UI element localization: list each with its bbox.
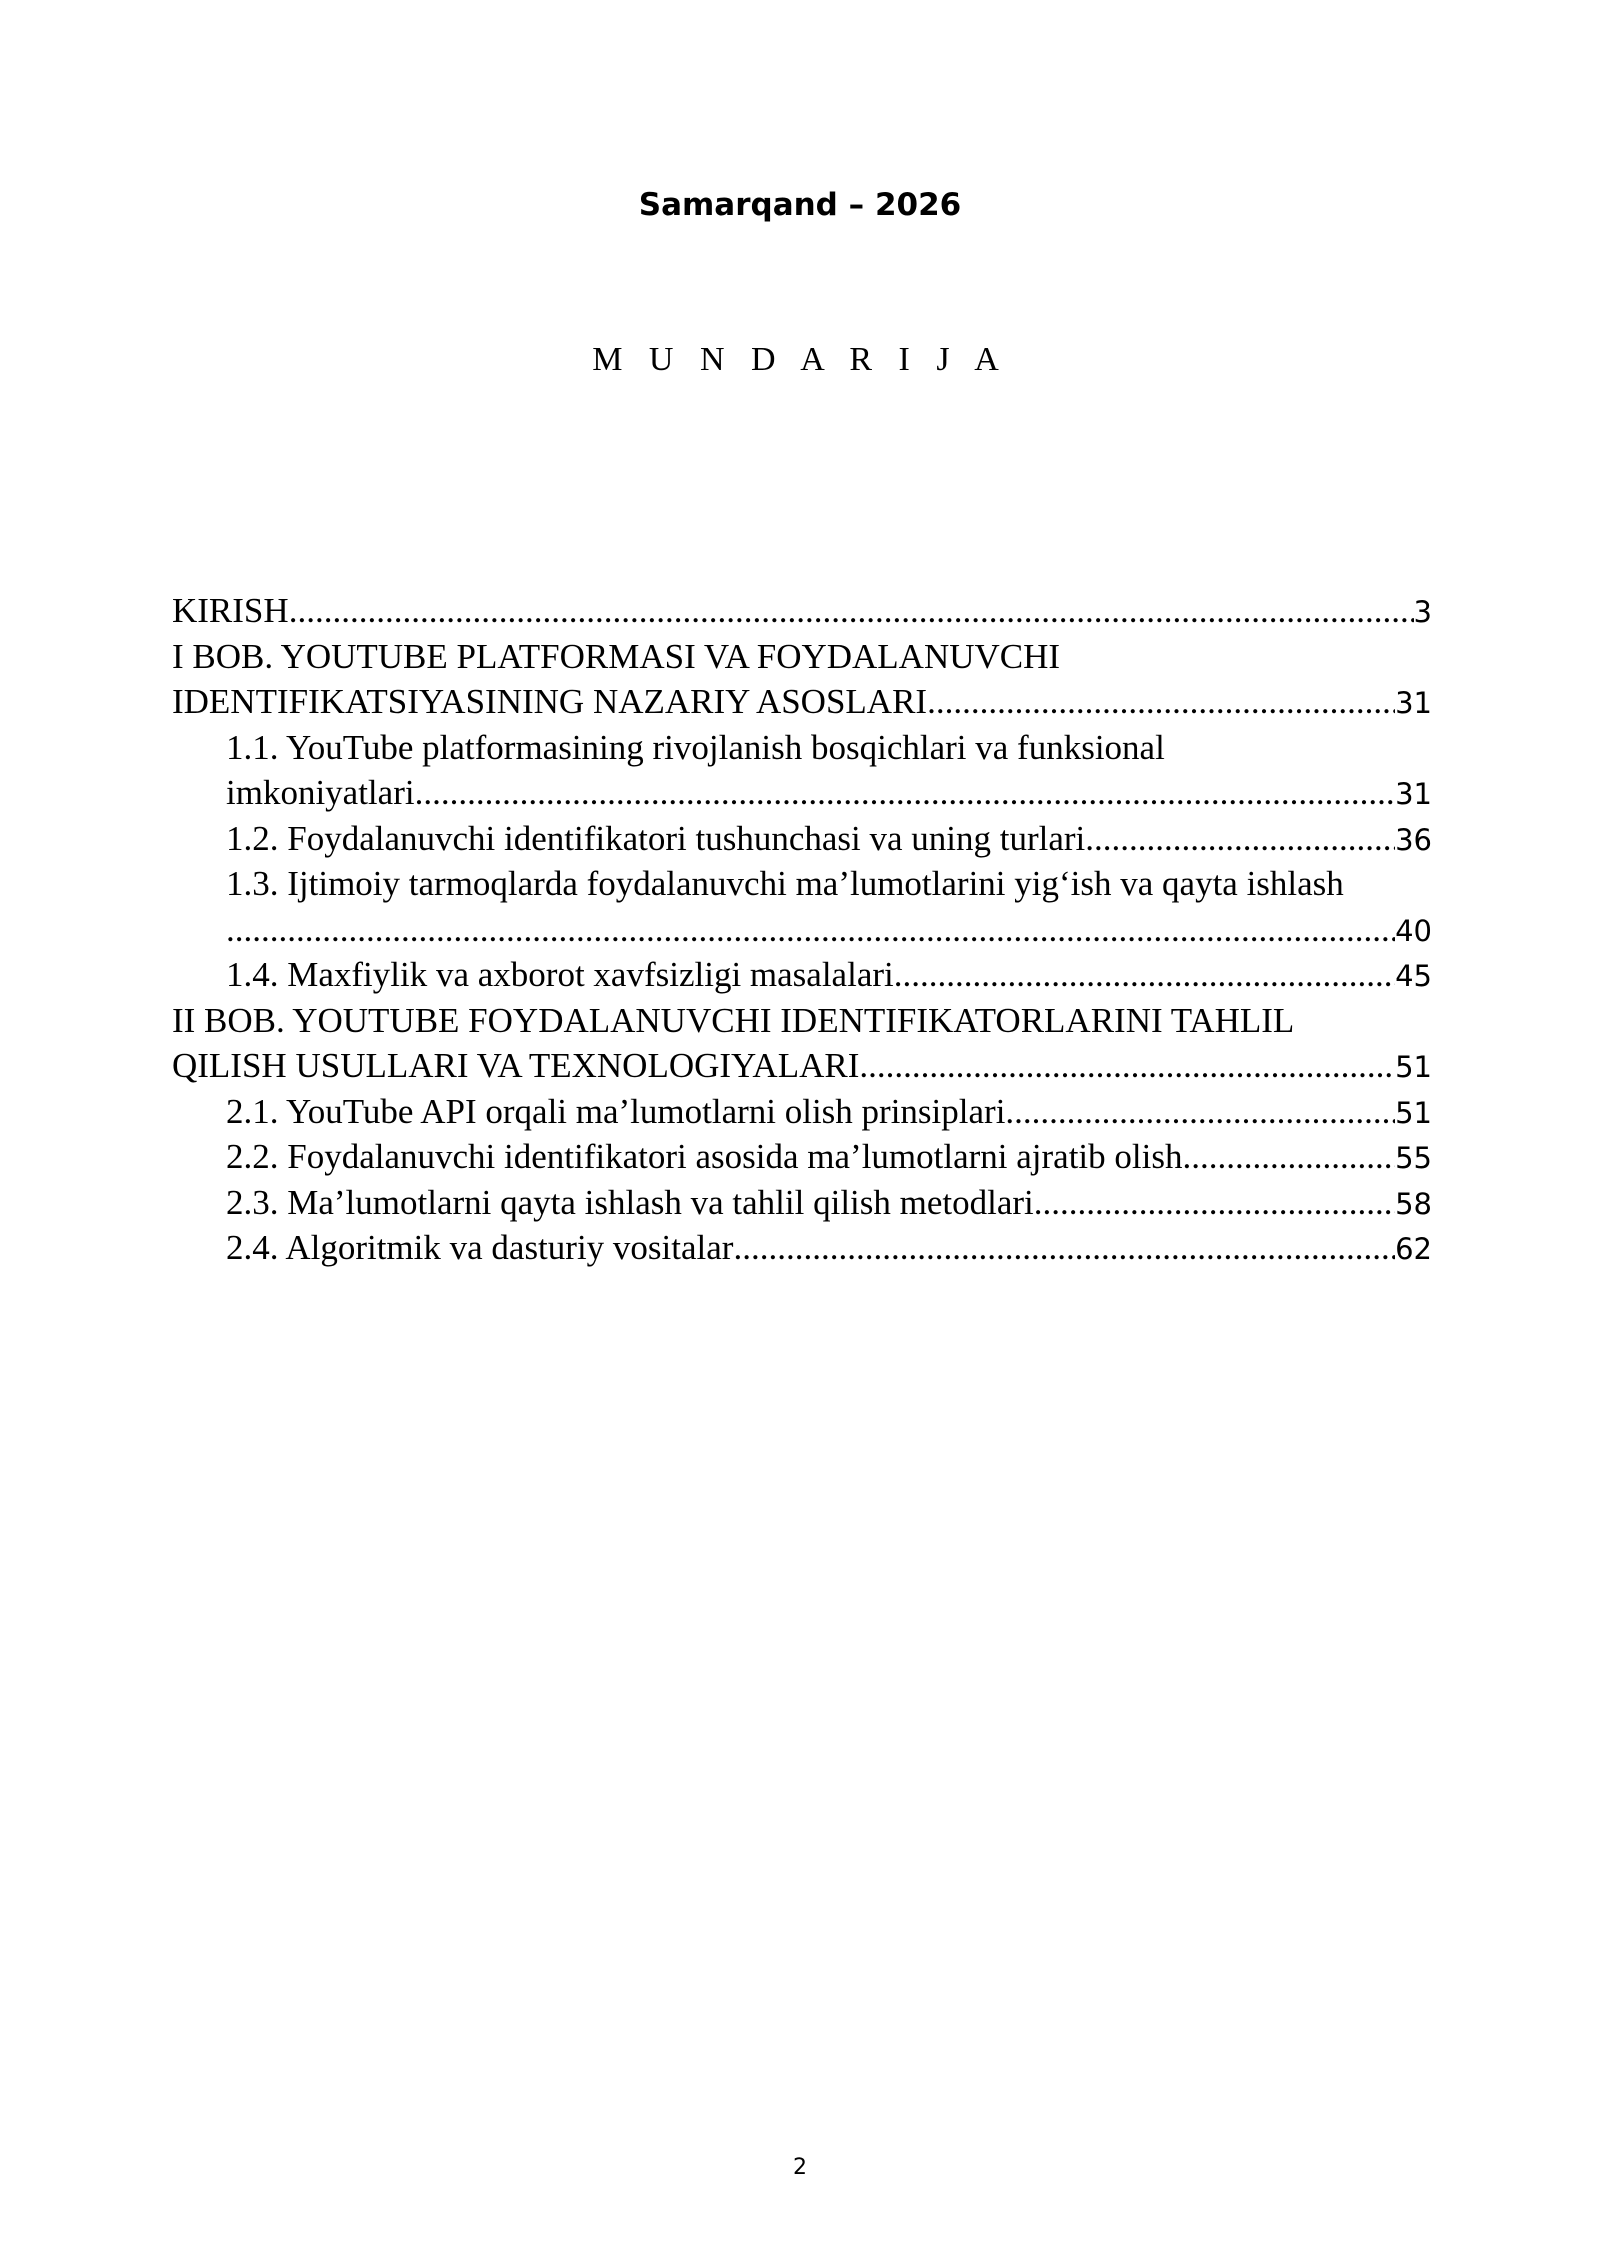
toc-page-number: 36 <box>1395 822 1432 857</box>
city-year-heading: Samarqand – 2026 <box>638 187 962 223</box>
toc-entry-line <box>172 1043 1432 1089</box>
toc-title: M U N D A R I J A <box>592 341 1008 378</box>
toc-dot-leader <box>733 1225 1395 1271</box>
toc-entry-line <box>226 1089 1432 1135</box>
toc-entry-line <box>226 907 1432 953</box>
toc-dot-leader <box>1005 1089 1395 1135</box>
toc-entry-text: IDENTIFIKATSIYASINING NAZARIY ASOSLARI <box>172 682 928 721</box>
toc-dot-leader <box>289 588 1414 634</box>
toc-dot-leader <box>859 1043 1395 1089</box>
toc-dot-leader <box>1034 1180 1395 1226</box>
toc-entry-line <box>226 1225 1432 1271</box>
toc-dot-leader <box>415 770 1396 816</box>
toc-dot-leader <box>1085 816 1395 862</box>
page-number: 2 <box>793 2155 807 2180</box>
toc-entry-line <box>172 998 1432 1044</box>
toc-page-number: 55 <box>1395 1141 1432 1175</box>
toc-entry-text: 2.4. Algoritmik va dasturiy vositalar <box>226 1228 734 1267</box>
toc-chapter-entry <box>172 634 1432 725</box>
toc-entry-text: 2.1. YouTube API orqali ma’lumotlarni olish prinsiplari <box>226 1091 1006 1131</box>
toc-entry-line <box>226 1180 1432 1226</box>
toc-dot-leader <box>226 907 1395 953</box>
toc-entry-line <box>226 861 1432 907</box>
toc-page-number: 51 <box>1395 1050 1432 1084</box>
toc-dot-leader <box>1182 1134 1395 1180</box>
toc-entry-text: 2.3. Ma’lumotlarni qayta ishlash va tahlil qilish metodlari <box>226 1182 1034 1222</box>
toc-subsection-entry <box>172 1089 1432 1135</box>
toc-dot-leader <box>894 952 1395 998</box>
toc-subsection-entry <box>172 816 1432 862</box>
toc-page-number: 31 <box>1395 686 1432 720</box>
toc-entry-line <box>172 588 1432 634</box>
toc-chapter-entry <box>172 588 1432 634</box>
toc-entry-line <box>226 816 1432 862</box>
toc-entry-text: 1.4. Maxfiylik va axborot xavfsizligi masalalari <box>226 955 894 994</box>
toc-page-number: 62 <box>1395 1232 1432 1266</box>
toc-entry-line <box>226 770 1432 816</box>
toc-subsection-entry <box>172 1134 1432 1180</box>
toc-page-number: 58 <box>1395 1186 1432 1221</box>
toc-entry-text: 2.2. Foydalanuvchi identifikatori asosida ma’lumotlarni ajratib olish <box>226 1137 1183 1176</box>
toc-subsection-entry <box>172 725 1432 816</box>
toc-entry-text: I BOB. YOUTUBE PLATFORMASI VA FOYDALANUVCHI <box>172 636 1061 676</box>
toc-entry-line <box>172 679 1432 725</box>
toc-entry-text: II BOB. YOUTUBE FOYDALANUVCHI IDENTIFIKATORLARINI TAHLIL <box>172 1000 1295 1040</box>
toc-entry-line <box>172 634 1432 680</box>
toc-entry-text: QILISH USULLARI VA TEXNOLOGIYALARI <box>172 1046 860 1085</box>
toc-page-number: 45 <box>1395 959 1432 993</box>
toc-entry-line <box>226 952 1432 998</box>
toc-page-number: 31 <box>1395 777 1432 811</box>
toc-entry-text: 1.3. Ijtimoiy tarmoqlarda foydalanuvchi ma’lumotlarini yig‘ish va qayta ishlash <box>226 864 1344 903</box>
toc-page-number: 40 <box>1395 913 1432 948</box>
toc-entry-text: 1.1. YouTube platformasining rivojlanish bosqichlari va funksional <box>226 727 1165 767</box>
toc-subsection-entry <box>172 1225 1432 1271</box>
toc-entry-line <box>226 1134 1432 1180</box>
toc-page-number: 51 <box>1395 1095 1432 1130</box>
toc-subsection-entry <box>172 1180 1432 1226</box>
toc-dot-leader <box>927 679 1395 725</box>
toc-entry-line <box>226 725 1432 771</box>
toc-subsection-entry <box>172 952 1432 998</box>
toc-chapter-entry <box>172 998 1432 1089</box>
toc-subsection-entry <box>172 861 1432 952</box>
toc-entry-text: KIRISH <box>172 591 289 630</box>
toc-entry-text: 1.2. Foydalanuvchi identifikatori tushunchasi va uning turlari <box>226 818 1086 858</box>
table-of-contents <box>172 588 1432 1271</box>
toc-page-number: 3 <box>1413 595 1432 629</box>
toc-entry-text: imkoniyatlari <box>226 773 415 812</box>
